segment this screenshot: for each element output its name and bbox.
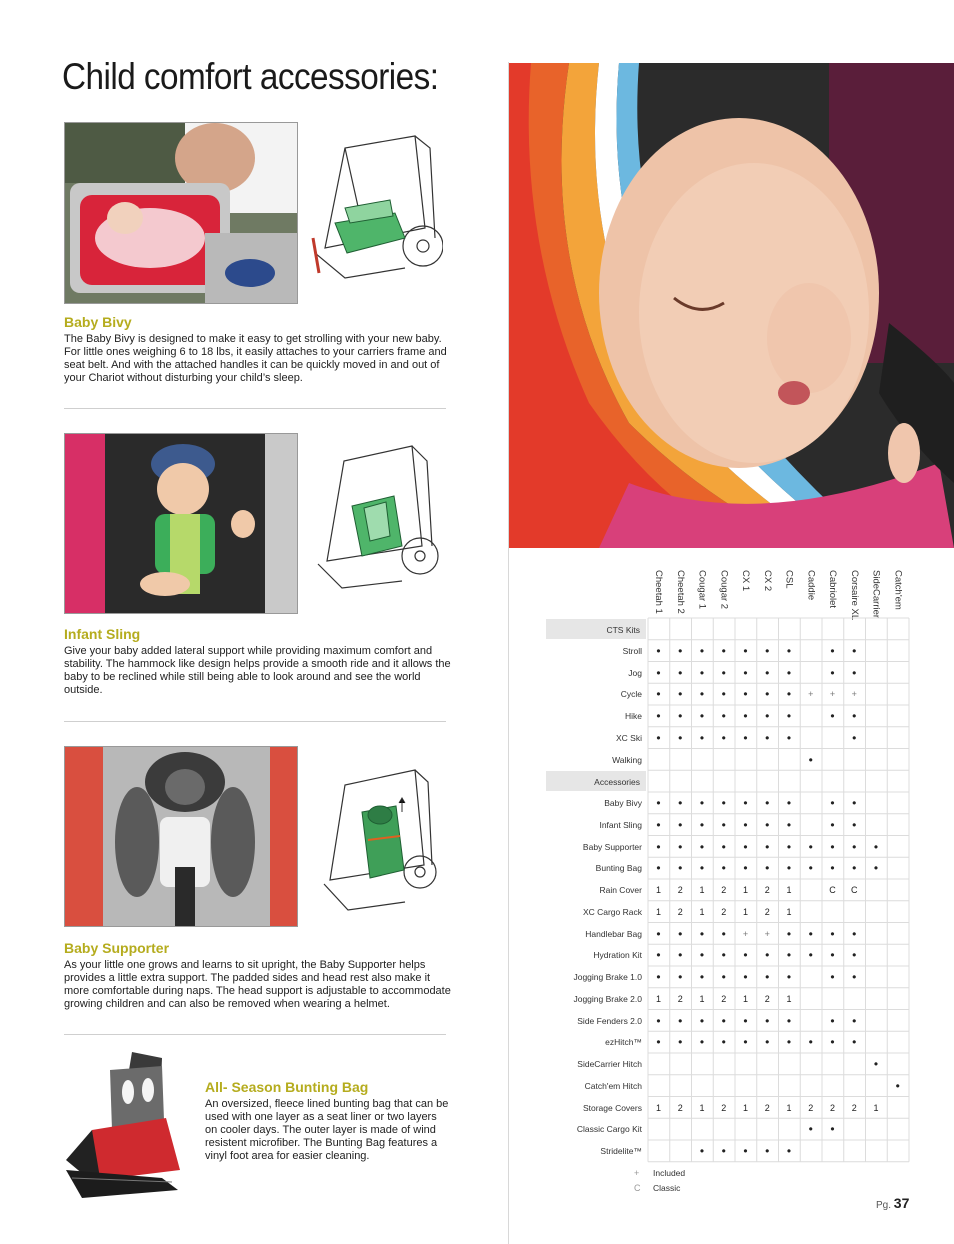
table-row-label: Infant Sling	[599, 819, 642, 830]
table-cell: •	[656, 926, 661, 941]
table-cell: •	[765, 839, 770, 854]
table-cell: •	[743, 970, 748, 984]
table-cell: •	[852, 926, 857, 941]
table-cell: •	[830, 817, 835, 832]
baby-bivy-photo	[64, 122, 298, 304]
bunting-bag-heading: All- Season Bunting Bag	[205, 1079, 369, 1095]
table-cell: •	[699, 687, 705, 702]
table-cell: •	[808, 839, 813, 854]
table-cell: •	[830, 839, 835, 854]
bunting-bag-description: An oversized, fleece lined bunting bag that can be used with one layer as a seat liner or two layers on cooler days. The outer layer is made of wind resistent microfiber. The Bunting Bag features a vinyl foot area for easier cleaning.	[205, 1098, 449, 1162]
table-cell: •	[852, 730, 857, 745]
table-cell: •	[852, 709, 857, 723]
table-cell: •	[743, 796, 748, 810]
table-cell: •	[786, 796, 792, 810]
infant-sling-diagram	[312, 436, 440, 596]
column-header: CX 2	[761, 570, 773, 592]
table-cell: •	[852, 665, 857, 680]
table-cell: 2	[677, 885, 683, 895]
table-cell: •	[678, 948, 683, 963]
table-cell: •	[656, 796, 661, 810]
table-cell: •	[678, 796, 683, 810]
table-cell: •	[721, 861, 726, 876]
table-cell: 2	[829, 1102, 835, 1113]
table-cell: •	[873, 861, 879, 876]
table-cell: 1	[655, 1102, 661, 1113]
infant-sling-description: Give your baby added lateral support while providing maximum comfort and stability. The hammock like design helps provide a smooth ride and it allows the baby to be reclined while still being able to look around and see the world outside.	[64, 645, 451, 696]
table-cell: •	[830, 665, 835, 680]
table-cell: •	[786, 948, 792, 963]
table-row-label: ezHitch™	[605, 1037, 642, 1048]
table-cell: •	[765, 643, 770, 658]
table-cell: •	[830, 1013, 835, 1028]
table-cell: •	[656, 665, 661, 680]
table-cell: •	[873, 839, 879, 854]
table-row-label: SideCarrier Hitch	[577, 1059, 642, 1069]
table-cell: •	[678, 1035, 683, 1050]
page-title: Child comfort accessories:	[62, 56, 439, 97]
table-cell: 2	[851, 1102, 857, 1113]
table-cell: •	[786, 709, 792, 723]
table-cell: •	[808, 926, 813, 941]
table-cell: 1	[655, 993, 661, 1004]
column-header: Cheetah 2	[674, 570, 686, 614]
baby-supporter-heading: Baby Supporter	[64, 940, 170, 956]
table-cell: •	[699, 861, 705, 876]
table-cell: •	[656, 730, 661, 745]
table-cell: 2	[764, 1102, 770, 1113]
table-cell: •	[699, 948, 705, 963]
table-row-label: Handlebar Bag	[585, 928, 642, 939]
table-cell: •	[873, 1057, 879, 1071]
baby-bivy-heading: Baby Bivy	[64, 314, 132, 330]
table-cell: •	[678, 643, 683, 658]
table-cell: •	[852, 970, 857, 984]
table-cell: •	[808, 1122, 813, 1137]
table-cell: •	[721, 948, 726, 963]
column-header: CX 1	[740, 570, 751, 592]
table-cell: •	[656, 948, 661, 963]
table-cell: •	[656, 709, 661, 723]
table-section-header	[546, 771, 646, 791]
table-cell: +	[764, 928, 770, 939]
baby-bivy-description: The Baby Bivy is designed to make it easy to get strolling with your new baby. For little ones weighing 6 to 18 lbs, it easily attaches to your carriers frame and seat belt. And with the attached handles it can be quickly moved in and out of your Chariot without disturbing your child’s sleep.	[64, 333, 447, 384]
table-cell: •	[699, 1013, 705, 1028]
table-cell: •	[743, 643, 748, 658]
table-cell: 2	[721, 993, 727, 1004]
table-cell: 1	[742, 885, 748, 895]
table-cell: •	[765, 709, 770, 723]
table-cell: •	[786, 665, 792, 680]
table-section-header	[546, 619, 646, 639]
baby-supporter-description: As your little one grows and learns to sit upright, the Baby Supporter helps provides a little extra support. The padded sides and head rest also make it more comfortable during naps. The head support is adjustable to accommodate growing children and can also be removed when wearing a helmet.	[64, 959, 451, 1010]
baby-bivy-diagram	[305, 128, 443, 288]
table-cell: 2	[764, 993, 770, 1004]
column-header: Cougar 2	[718, 570, 730, 610]
table-cell: •	[765, 665, 770, 680]
table-cell: 1	[699, 906, 705, 917]
table-cell: 2	[808, 1102, 814, 1113]
table-cell: •	[678, 926, 683, 941]
table-row-label: Side Fenders 2.0	[577, 1015, 642, 1026]
table-cell: •	[721, 665, 726, 680]
table-cell: •	[699, 970, 705, 984]
table-row-label: Catch'em Hitch	[584, 1080, 642, 1091]
table-cell: •	[786, 926, 792, 941]
table-cell: •	[743, 730, 748, 745]
table-cell: •	[786, 861, 792, 876]
table-cell: 1	[786, 1102, 792, 1113]
table-cell: 1	[786, 885, 792, 895]
table-cell: •	[721, 1144, 726, 1158]
table-cell: •	[808, 1035, 813, 1050]
table-cell: •	[808, 752, 813, 767]
table-cell: •	[786, 839, 792, 854]
column-header: CSL	[783, 570, 795, 589]
table-cell: •	[830, 926, 835, 941]
table-cell: 2	[721, 1102, 727, 1113]
table-row-label: Hike	[624, 711, 642, 721]
page-number-value: 37	[893, 1195, 910, 1211]
table-cell: •	[678, 687, 683, 702]
table-cell: •	[765, 1144, 770, 1158]
table-cell: 1	[786, 906, 792, 917]
table-cell: •	[830, 1122, 835, 1137]
table-cell: 1	[742, 1102, 748, 1113]
table-cell: •	[721, 796, 726, 810]
table-cell: •	[721, 730, 726, 745]
table-cell: •	[721, 839, 726, 854]
baby-supporter-diagram	[320, 760, 438, 920]
table-cell: •	[721, 1013, 726, 1028]
table-cell: 2	[677, 993, 683, 1004]
section-label: Accessories	[594, 777, 640, 788]
table-cell: •	[678, 730, 683, 745]
legend-symbol: C	[634, 1183, 641, 1193]
table-cell: •	[743, 948, 748, 963]
table-cell: •	[721, 1035, 726, 1050]
table-cell: •	[743, 665, 748, 680]
table-cell: •	[852, 643, 857, 658]
table-cell: •	[699, 839, 705, 854]
table-row-label: Stridelite™	[600, 1146, 642, 1156]
table-cell: •	[743, 1144, 748, 1158]
infant-sling-photo	[64, 433, 298, 614]
section-divider	[64, 721, 446, 722]
table-cell: •	[786, 730, 792, 745]
table-cell: •	[830, 643, 835, 658]
table-cell: •	[852, 1013, 857, 1028]
table-cell: •	[786, 643, 792, 658]
table-cell: 2	[677, 906, 683, 917]
table-cell: •	[656, 687, 661, 702]
table-cell: •	[830, 948, 835, 963]
table-cell: •	[699, 643, 705, 658]
table-row-label: Walking	[612, 754, 642, 765]
column-header: Cabriolet	[827, 570, 838, 609]
table-cell: •	[852, 817, 857, 832]
table-cell: •	[721, 817, 726, 832]
column-header: Cheetah 1	[653, 570, 664, 614]
legend-text: Included	[653, 1168, 686, 1178]
page-number	[876, 1195, 909, 1211]
table-cell: •	[743, 1035, 748, 1050]
baby-supporter-photo	[64, 746, 298, 927]
legend-text: Classic	[653, 1183, 681, 1193]
table-cell: +	[808, 689, 814, 700]
table-cell: C	[851, 885, 858, 895]
table-row-label: Baby Supporter	[582, 841, 642, 852]
table-cell: 2	[721, 906, 727, 917]
table-row-label: Classic Cargo Kit	[576, 1124, 642, 1135]
table-row-label: Baby Bivy	[604, 798, 642, 808]
table-cell: •	[830, 861, 835, 876]
table-row-label: Jog	[628, 667, 642, 678]
table-cell: •	[743, 861, 748, 876]
infant-sling-heading: Infant Sling	[64, 626, 141, 642]
table-cell: +	[742, 928, 749, 939]
table-cell: •	[678, 817, 683, 832]
table-cell: •	[852, 861, 857, 876]
table-cell: •	[699, 709, 705, 723]
bunting-bag-photo	[62, 1050, 192, 1200]
table-cell: •	[786, 1144, 792, 1158]
table-cell: •	[656, 839, 661, 854]
table-cell: •	[765, 817, 770, 832]
table-cell: •	[678, 861, 683, 876]
table-cell: •	[699, 730, 705, 745]
table-cell: •	[765, 730, 770, 745]
table-cell: •	[678, 970, 683, 984]
table-cell: •	[852, 796, 857, 810]
table-cell: 2	[677, 1102, 683, 1113]
table-row-label: Rain Cover	[599, 885, 642, 895]
table-cell: +	[851, 689, 857, 700]
table-cell: •	[765, 861, 770, 876]
table-cell: C	[829, 885, 836, 895]
section-divider	[64, 408, 446, 409]
table-cell: •	[808, 948, 813, 963]
table-cell: •	[699, 665, 705, 680]
table-cell: 1	[655, 906, 661, 917]
table-row-label: XC Cargo Rack	[582, 906, 642, 917]
table-cell: +	[829, 689, 836, 700]
table-cell: 1	[742, 993, 748, 1004]
table-cell: •	[656, 970, 661, 984]
table-cell: •	[786, 970, 792, 984]
column-header: Caddie	[805, 570, 817, 601]
table-cell: •	[786, 1035, 792, 1050]
table-cell: 2	[764, 885, 770, 895]
table-cell: •	[830, 796, 835, 810]
page-prefix: Pg.	[876, 1200, 892, 1211]
table-cell: 2	[721, 885, 727, 895]
table-cell: •	[743, 839, 748, 854]
section-label: CTS Kits	[606, 625, 640, 635]
table-cell: 1	[655, 885, 661, 895]
table-cell: •	[721, 970, 726, 984]
table-cell: •	[743, 1013, 748, 1028]
table-cell: •	[895, 1078, 900, 1093]
table-cell: •	[743, 687, 748, 702]
table-row-label: Cycle	[620, 689, 642, 700]
table-row-label: Jogging Brake 1.0	[573, 972, 642, 982]
table-cell: •	[721, 643, 726, 658]
table-cell: •	[786, 687, 792, 702]
table-cell: 2	[764, 906, 770, 917]
table-cell: •	[678, 1013, 683, 1028]
table-cell: •	[765, 1013, 770, 1028]
table-cell: •	[765, 687, 770, 702]
table-cell: •	[656, 1035, 661, 1050]
table-row-label: Stroll	[622, 645, 642, 656]
table-cell: 1	[786, 993, 792, 1004]
table-row-label: Bunting Bag	[595, 863, 642, 874]
table-row-label: Hydration Kit	[593, 950, 642, 961]
table-cell: 1	[699, 993, 705, 1004]
baby-closeup-photo	[509, 63, 954, 548]
table-cell: •	[656, 861, 661, 876]
table-cell: •	[808, 861, 813, 876]
table-cell: 1	[699, 1102, 705, 1113]
table-cell: •	[699, 1144, 705, 1158]
table-cell: •	[786, 1013, 792, 1028]
table-cell: •	[656, 643, 661, 658]
section-divider	[64, 1034, 446, 1035]
table-cell: •	[721, 926, 726, 941]
table-cell: •	[765, 1035, 770, 1050]
table-cell: •	[656, 1013, 661, 1028]
table-cell: •	[721, 687, 726, 702]
table-cell: 1	[873, 1102, 879, 1113]
table-cell: •	[699, 1035, 705, 1050]
table-cell: •	[830, 970, 835, 984]
table-cell: •	[678, 709, 683, 723]
table-cell: •	[852, 948, 857, 963]
table-cell: •	[786, 817, 792, 832]
table-cell: •	[656, 817, 661, 832]
table-cell: •	[699, 926, 705, 941]
column-header: Catch'em	[892, 570, 904, 610]
table-cell: •	[852, 839, 857, 854]
table-cell: •	[830, 1035, 835, 1050]
table-cell: •	[699, 817, 705, 832]
legend-symbol: +	[634, 1168, 640, 1178]
table-cell: •	[699, 796, 705, 810]
table-cell: 1	[699, 885, 705, 895]
table-row-label: XC Ski	[616, 732, 642, 743]
table-cell: •	[765, 948, 770, 963]
table-row-label: Storage Covers	[582, 1102, 642, 1113]
column-header: SideCarrier	[870, 570, 882, 619]
table-cell: •	[765, 796, 770, 810]
table-cell: •	[678, 839, 683, 854]
table-cell: •	[743, 817, 748, 832]
table-cell: •	[830, 709, 835, 723]
table-cell: •	[765, 970, 770, 984]
table-cell: •	[743, 709, 748, 723]
table-cell: 1	[742, 906, 748, 917]
table-cell: •	[678, 665, 683, 680]
table-cell: •	[721, 709, 726, 723]
column-header: Corsaire XL	[848, 570, 860, 621]
column-header: Cougar 1	[696, 570, 708, 610]
table-cell: •	[852, 1035, 857, 1050]
table-row-label: Jogging Brake 2.0	[573, 993, 642, 1004]
